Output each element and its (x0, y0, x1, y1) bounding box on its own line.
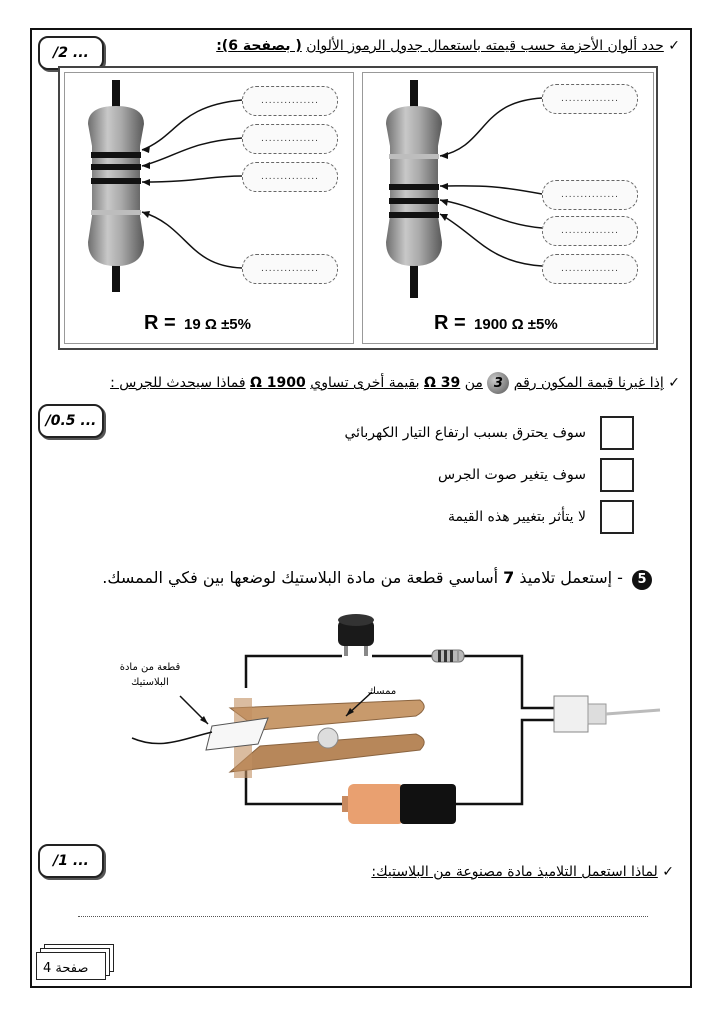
band-2 (389, 184, 439, 190)
choice-2[interactable]: سوف يتغير صوت الجرس (438, 458, 634, 492)
color-box-right-3[interactable]: ............... (542, 216, 638, 246)
plastic-piece-label: قطعة من مادة البلاستيك (119, 662, 181, 688)
band-4 (389, 212, 439, 218)
instruction-ref: ( بصفحة 6): (216, 38, 302, 54)
circuit-resistor-icon (432, 650, 464, 662)
band-3 (389, 198, 439, 204)
choices-list (234, 416, 634, 540)
circuit-diagram (120, 600, 680, 840)
choice-checkbox-3[interactable] (600, 500, 634, 534)
color-box-left-1[interactable]: ............... (242, 86, 338, 116)
plastic-piece-icon (132, 718, 268, 750)
clamp-label: ممسك (367, 686, 397, 697)
instruction-text: حدد ألوان الأحزمة حسب قيمته باستعمال جدول الرموز الألوان (306, 38, 664, 54)
section5-statement: 5 - إستعمل تلاميذ 7 أساسي قطعة من مادة البلاستيك لوضعها بين فكي الممسك. (102, 568, 652, 590)
band-1 (389, 154, 439, 159)
score-text: /2 ... (53, 45, 89, 61)
choice-checkbox-2[interactable] (600, 458, 634, 492)
component-number-badge: 3 (487, 372, 509, 394)
question-plastic: ✓ لماذا استعمل التلاميذ مادة مصنوعة من البلاستيك: (371, 864, 674, 880)
band-4 (91, 210, 141, 215)
band-2 (91, 164, 141, 170)
page-number (36, 944, 116, 980)
right-resistance-label: R = 1900 Ω ±5% (434, 312, 558, 334)
color-box-left-3[interactable]: ............... (242, 162, 338, 192)
page-number-text: صفحة 4 (43, 961, 89, 976)
right-resistor (386, 80, 542, 298)
color-box-left-4[interactable]: ............... (242, 254, 338, 284)
left-resistor (88, 80, 242, 292)
color-box-right-2[interactable]: ............... (542, 180, 638, 210)
band-1 (91, 152, 141, 158)
check-icon: ✓ (662, 864, 674, 880)
buzzer-icon (338, 614, 374, 656)
choice-1[interactable]: سوف يحترق بسبب ارتفاع التيار الكهربائي (345, 416, 635, 450)
check-icon: ✓ (668, 375, 680, 391)
color-box-left-2[interactable]: ............... (242, 124, 338, 154)
band-3 (91, 178, 141, 184)
switch-icon (554, 696, 660, 732)
color-box-right-4[interactable]: ............... (542, 254, 638, 284)
battery-icon (342, 784, 456, 824)
answer-line[interactable] (78, 916, 648, 917)
score-box-section1 (38, 36, 104, 70)
section-number-badge: 5 (632, 570, 652, 590)
question-resistance-change: ✓ إذا غيرنا قيمة المكون رقم 3 من Ω 39 بقيمة أخرى تساوي Ω 1900 فماذا سيحدث للجرس : (110, 372, 680, 394)
score-box-section2: /0.5 ... (38, 404, 104, 438)
instruction-colors (216, 38, 680, 54)
check-icon: ✓ (668, 38, 680, 54)
choice-checkbox-1[interactable] (600, 416, 634, 450)
score-box-section6: /1 ... (38, 844, 104, 878)
left-resistance-label: R = 19 Ω ±5% (144, 312, 251, 334)
choice-3[interactable]: لا يتأثر بتغيير هذه القيمة (448, 500, 634, 534)
color-box-right-1[interactable]: ............... (542, 84, 638, 114)
